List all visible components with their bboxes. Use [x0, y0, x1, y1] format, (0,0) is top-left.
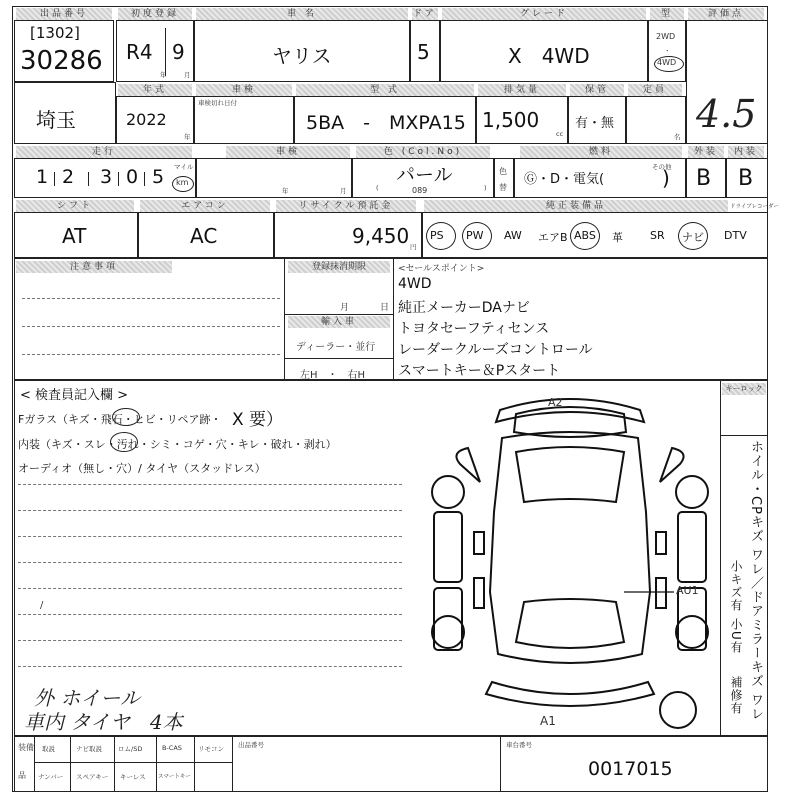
equipment-sr-6: SR: [650, 229, 665, 242]
mileage-digit-2: 2: [62, 166, 75, 188]
windshield: [516, 447, 624, 502]
reg-month: 月: [340, 303, 350, 313]
handwritten-note-2: 車内 タイヤ 4本: [24, 710, 183, 734]
header-fuel: 燃料: [520, 146, 682, 158]
header-inspection: 車検: [226, 146, 350, 158]
inspector-line-audio: オーディオ（無し・穴）/ タイヤ（スタッドレス）: [18, 462, 266, 475]
sale-point-item: レーダークルーズコントロール: [398, 342, 593, 358]
caution-line-1: [22, 298, 280, 299]
doors-value: 5: [417, 40, 430, 64]
mileage-tick-1: [54, 172, 55, 186]
header-score: 評価点: [688, 8, 764, 20]
sale-point-item: トヨタセーフティセンス: [398, 321, 550, 337]
color-change-a: 色: [499, 167, 507, 176]
header-model-year: 年式: [118, 84, 192, 96]
header-capacity: 定員: [628, 84, 682, 96]
equipment-circle-7: [678, 222, 708, 250]
header-exterior: 外装: [688, 146, 724, 158]
drive-dot: ・: [664, 47, 671, 55]
header-mileage: 走行: [16, 146, 192, 158]
equipment-b-3: エアB: [538, 231, 568, 244]
sale-point-item: 純正メーカーDAナビ: [398, 300, 530, 316]
fuel-close: ): [662, 166, 670, 190]
first-reg-month: 9: [172, 40, 185, 64]
inspector-line-interior: 内装（キズ・スレ・汚れ・シミ・コゲ・穴・キレ・破れ・剥れ）: [18, 438, 337, 451]
inspection-month-unit: 月: [340, 187, 347, 195]
exterior-grade: B: [696, 166, 712, 191]
footer-rom-sd: ロム/SD: [118, 745, 143, 753]
mileage-digit-5: 5: [152, 166, 165, 188]
footer-navi-manual: ナビ取説: [76, 745, 102, 753]
lot-number: 30286: [20, 46, 103, 76]
mileage-unit-km: km: [176, 178, 189, 187]
import-divider: [284, 358, 394, 359]
inspector-line-1: [18, 484, 402, 485]
vertical-sub-3: 補修有: [729, 676, 743, 715]
car-name: ヤリス: [272, 44, 332, 68]
displacement: 1,500: [482, 108, 540, 132]
mark-side-au1: AU1: [676, 584, 699, 597]
color-change-b: 替: [499, 183, 507, 192]
inspector-line-3: [18, 536, 402, 537]
header-displacement: 排気量: [478, 84, 566, 96]
header-car-name: 車 名: [196, 8, 408, 20]
recycle-unit: 円: [410, 243, 417, 251]
right-column-divider: [720, 436, 721, 736]
rear-window: [516, 599, 624, 648]
drive-2wd: 2WD: [656, 32, 676, 41]
model-year: 2022: [126, 110, 167, 129]
footer-col-6: [500, 736, 501, 792]
header-color: 色 (Col.No): [356, 146, 490, 158]
capacity-unit: 名: [674, 133, 681, 141]
header-lot-no: 出品番号: [16, 8, 112, 20]
first-reg-divider: [165, 28, 166, 76]
first-reg-month-unit: 月: [184, 71, 191, 79]
footer-col-2: [114, 736, 115, 792]
header-import: 輸入車: [288, 316, 390, 328]
inspector-header: < 検査員記入欄 >: [20, 388, 129, 403]
sale-point-item: 4WD: [398, 276, 432, 292]
equipment-circle-4: [570, 222, 600, 250]
wheel-rear-right: [676, 616, 708, 648]
footer-keyless: キーレス: [120, 773, 146, 781]
mileage-tick-4: [144, 172, 145, 186]
model-year-unit: 年: [184, 133, 191, 141]
mark-bottom-a1: A1: [540, 714, 556, 728]
mileage-tick-2: [88, 172, 89, 186]
footer-spare-key: スペアキー: [76, 773, 109, 781]
footer-remote: リモコン: [198, 745, 224, 753]
footer-smart-key: スマートキー: [158, 774, 191, 780]
header-first-reg: 初度登録: [118, 8, 192, 20]
prefecture: 埼玉: [36, 108, 76, 132]
footer-mid-line: [34, 762, 232, 763]
drive-4wd: 4WD: [657, 58, 677, 67]
footer-sheet-no-label: 出品番号: [238, 741, 264, 749]
equipment-circle-0: [426, 222, 456, 250]
mileage-digit-1: 1: [36, 166, 49, 188]
header-reg-deadline: 登録抹消期限: [288, 261, 390, 273]
equipment--5: 革: [612, 231, 623, 244]
lot-code: [1302]: [30, 24, 80, 42]
first-reg-year-unit: 年: [160, 71, 167, 79]
sale-points-header: <セールスポイント>: [398, 264, 485, 274]
header-key-lock: キーロック: [722, 383, 766, 395]
left-quarter: [474, 578, 484, 608]
footer-col-4: [194, 736, 195, 792]
inspector-line-7: [18, 640, 402, 641]
import-dealer: ディーラー・並行: [296, 342, 376, 353]
aircon-value: AC: [190, 224, 218, 248]
grade-value: X 4WD: [508, 44, 590, 68]
footer-equip-label-b: 品: [18, 771, 26, 780]
inspector-line-2: [18, 510, 402, 511]
inspector-line-8: [18, 666, 402, 667]
left-front-door: [434, 512, 462, 582]
fuel-options: Ⓖ・D・電気(: [524, 172, 605, 187]
header-doors: ドア: [413, 9, 437, 19]
mileage-digit-3: 3: [100, 166, 113, 188]
first-reg-era: R4: [126, 40, 153, 64]
right-front-door: [678, 512, 706, 582]
displacement-unit: cc: [556, 130, 564, 138]
mark-top-a2: A2: [548, 396, 563, 409]
model-code: 5BA - MXPA15: [306, 112, 466, 134]
interior-grade: B: [738, 166, 754, 191]
car-body-outline: [490, 432, 650, 663]
caution-line-3: [22, 354, 280, 355]
car-damage-diagram: [420, 392, 720, 732]
footer-number: ナンバー: [38, 773, 64, 781]
equipment-pw-1: PW: [466, 229, 484, 242]
footer-manual: 取説: [42, 745, 55, 753]
header-recycle-ok: 保管: [570, 84, 624, 96]
sale-point-item: スマートキー＆Pスタート: [398, 363, 561, 379]
inspection-year-unit: 年: [282, 187, 289, 195]
interior-dirt-circle: [110, 432, 138, 452]
header-model: 型 式: [296, 84, 474, 96]
caution-line-2: [22, 326, 280, 327]
equipment-circle-1: [462, 222, 492, 250]
wheel-front-left: [432, 476, 464, 508]
reg-day: 日: [380, 303, 390, 313]
inspector-line-6: [18, 614, 402, 615]
header-equipment: 純正装備品: [424, 200, 728, 212]
right-mirror: [656, 532, 666, 554]
right-front-fender: [660, 448, 684, 482]
footer-equip-label-a: 装備: [18, 743, 34, 752]
header-recycle: リサイクル預託金: [276, 200, 416, 212]
wheel-front-right: [676, 476, 708, 508]
equipment-aw-2: AW: [504, 229, 522, 242]
right-quarter: [656, 578, 666, 608]
glass-stone-circle: [112, 408, 140, 426]
header-shift-type: 型: [650, 8, 684, 20]
mileage-digit-4: 0: [126, 166, 139, 188]
spare-tire-circle: [660, 692, 696, 728]
footer-stock-no-label: 車台番号: [506, 741, 532, 749]
color-code: 089: [412, 186, 428, 195]
x-required: X 要）: [232, 410, 284, 430]
equip-side-label: ドライブレコーダー: [730, 204, 779, 210]
header-interior: 内装: [728, 146, 764, 158]
inspector-line-5: [18, 588, 402, 589]
recycle-fee: 9,450: [352, 224, 410, 248]
inspector-line-glass: Fガラス（キズ・飛石・ヒビ・リペア跡・: [18, 413, 222, 426]
inspector-line-4: [18, 562, 402, 563]
equipment-dtv-8: DTV: [724, 229, 747, 242]
footer-col-3: [156, 736, 157, 792]
chassis-number: 0017015: [588, 758, 673, 780]
footer-col-5: [232, 736, 233, 792]
equipment-ps-0: PS: [430, 229, 444, 242]
left-mirror: [474, 532, 484, 554]
header-aircon: エアコン: [140, 200, 270, 212]
header-caution: 注意事項: [16, 261, 172, 273]
recycle-flag: 有・無: [575, 116, 615, 131]
front-bumper: [486, 682, 654, 706]
reg-divider: [284, 314, 394, 315]
header-grade: グレード: [442, 8, 646, 20]
wheel-rear-left: [432, 616, 464, 648]
header-shaken: 車検: [196, 84, 292, 96]
footer-col-0: [34, 736, 35, 792]
steering: 左H ・ 右H: [300, 370, 366, 381]
fuel-other: その他: [652, 163, 672, 171]
rear-bumper-top: [496, 399, 644, 422]
score-handwritten: 4.5: [696, 92, 757, 136]
vertical-note: ホイル・CPキズ ワレ／ドアミラーキズ ワレ: [748, 440, 763, 722]
left-front-fender: [456, 448, 480, 482]
vertical-sub-1: 小キズ有: [729, 560, 743, 612]
mileage-unit-top: マイル: [174, 163, 194, 171]
stray-mark: /: [40, 600, 44, 611]
vertical-sub-2: 小U有: [729, 618, 743, 654]
footer-col-1: [70, 736, 71, 792]
color-name: パール: [396, 164, 453, 186]
inspection-box: [196, 158, 352, 198]
equipment--7: ナビ: [682, 231, 704, 244]
handwritten-note-1: 外 ホイール: [34, 686, 140, 710]
color-paren-right: ): [484, 184, 487, 192]
shaken-note: 車検切れ日付: [198, 99, 237, 107]
shift-value: AT: [62, 224, 87, 248]
mileage-tick-3: [118, 172, 119, 186]
equipment-abs-4: ABS: [574, 229, 596, 242]
header-shift: シフト: [16, 200, 134, 212]
footer-bcas: B-CAS: [162, 744, 182, 752]
color-paren-left: (: [376, 184, 379, 192]
